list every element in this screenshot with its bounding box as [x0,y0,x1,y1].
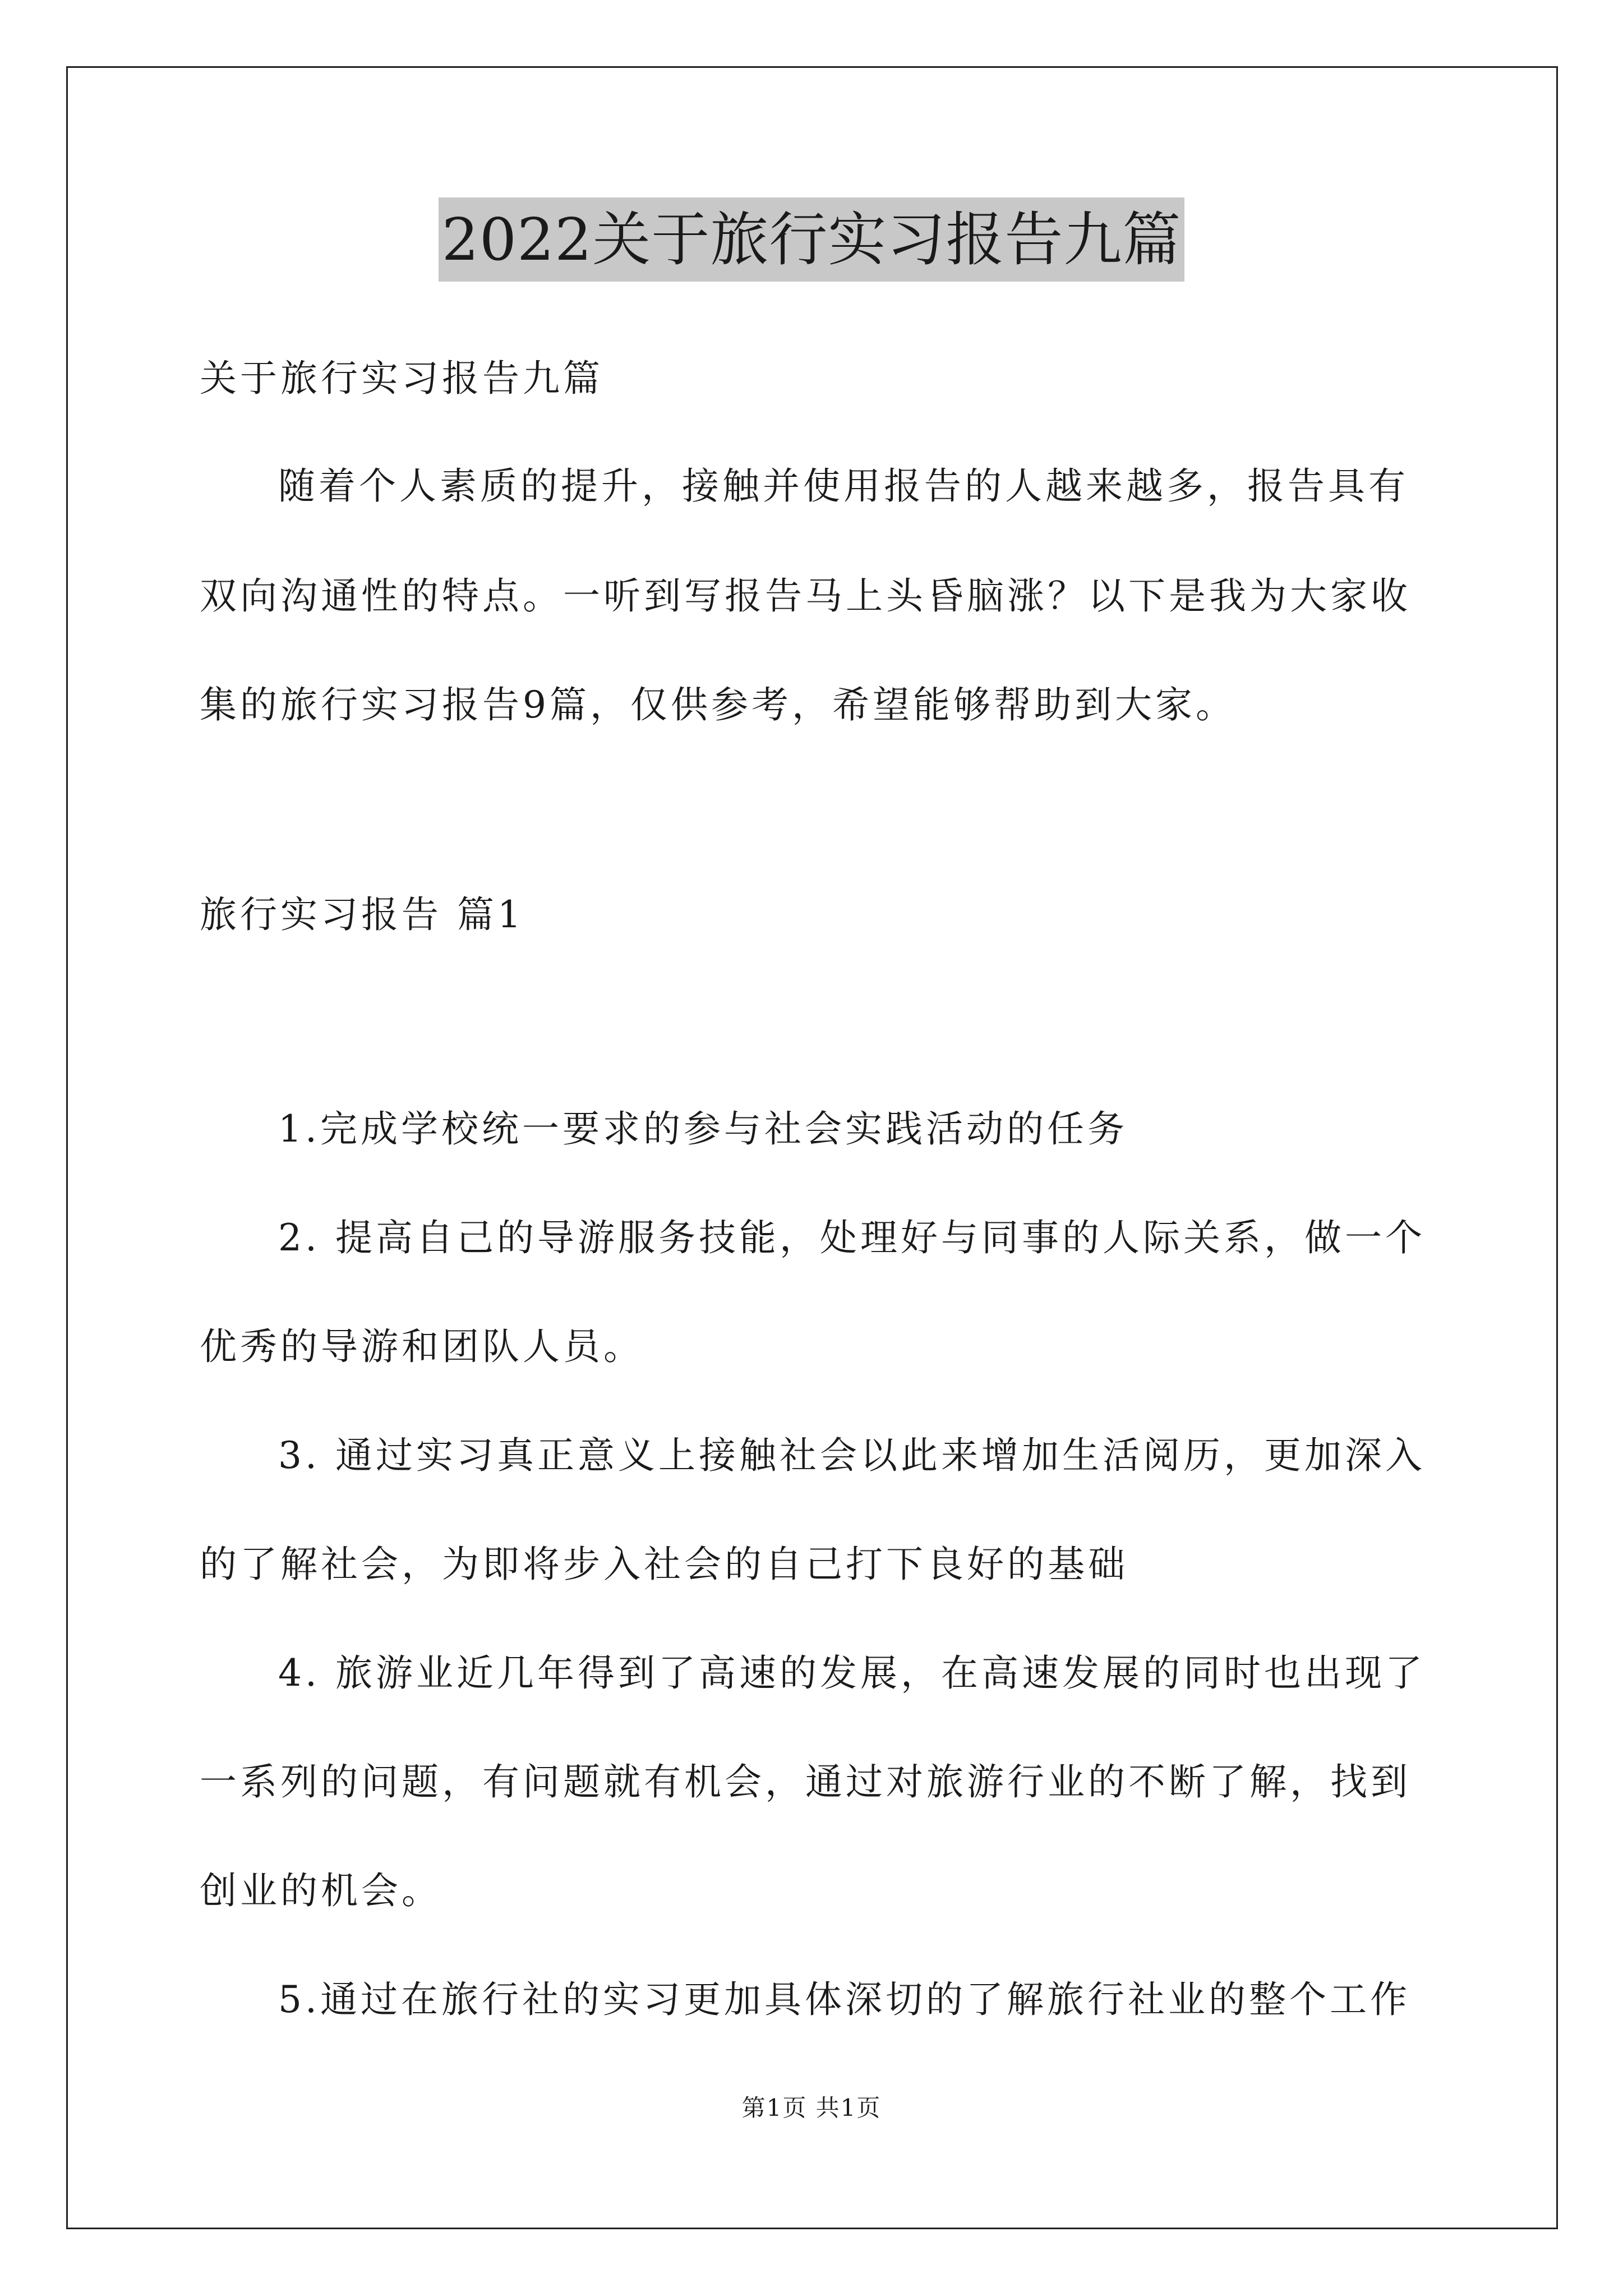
intro-line-3: 集的旅行实习报告9篇，仅供参考，希望能够帮助到大家。 [200,683,1236,726]
item-line-4: 3. 通过实习真正意义上接触社会以此来增加生活阅历，更加深入 [278,1434,1426,1477]
item-line-5: 的了解社会，为即将步入社会的自己打下良好的基础 [200,1543,1128,1586]
document-subtitle: 关于旅行实习报告九篇 [200,357,603,400]
item-line-7: 一系列的问题，有问题就有机会，通过对旅游行业的不断了解，找到 [200,1760,1411,1803]
item-line-8: 创业的机会。 [200,1869,442,1912]
title-container [0,197,1623,282]
document-title: 2022关于旅行实习报告九篇 [439,197,1185,282]
item-line-6: 4. 旅游业近几年得到了高速的发展，在高速发展的同时也出现了 [278,1651,1426,1695]
page-number: 第1页 共1页 [741,2094,882,2122]
item-line-1: 1.完成学校统一要求的参与社会实践活动的任务 [278,1107,1128,1151]
item-line-3: 优秀的导游和团队人员。 [200,1325,644,1368]
intro-line-1: 随着个人素质的提升，接触并使用报告的人越来越多，报告具有 [278,464,1409,508]
item-line-2: 2. 提高自己的导游服务技能，处理好与同事的人际关系，做一个 [278,1216,1426,1259]
item-line-9: 5.通过在旅行社的实习更加具体深切的了解旅行社业的整个工作 [278,1978,1410,2021]
section-heading: 旅行实习报告 篇1 [200,893,524,936]
intro-line-2: 双向沟通性的特点。一听到写报告马上头昏脑涨？以下是我为大家收 [200,574,1411,618]
